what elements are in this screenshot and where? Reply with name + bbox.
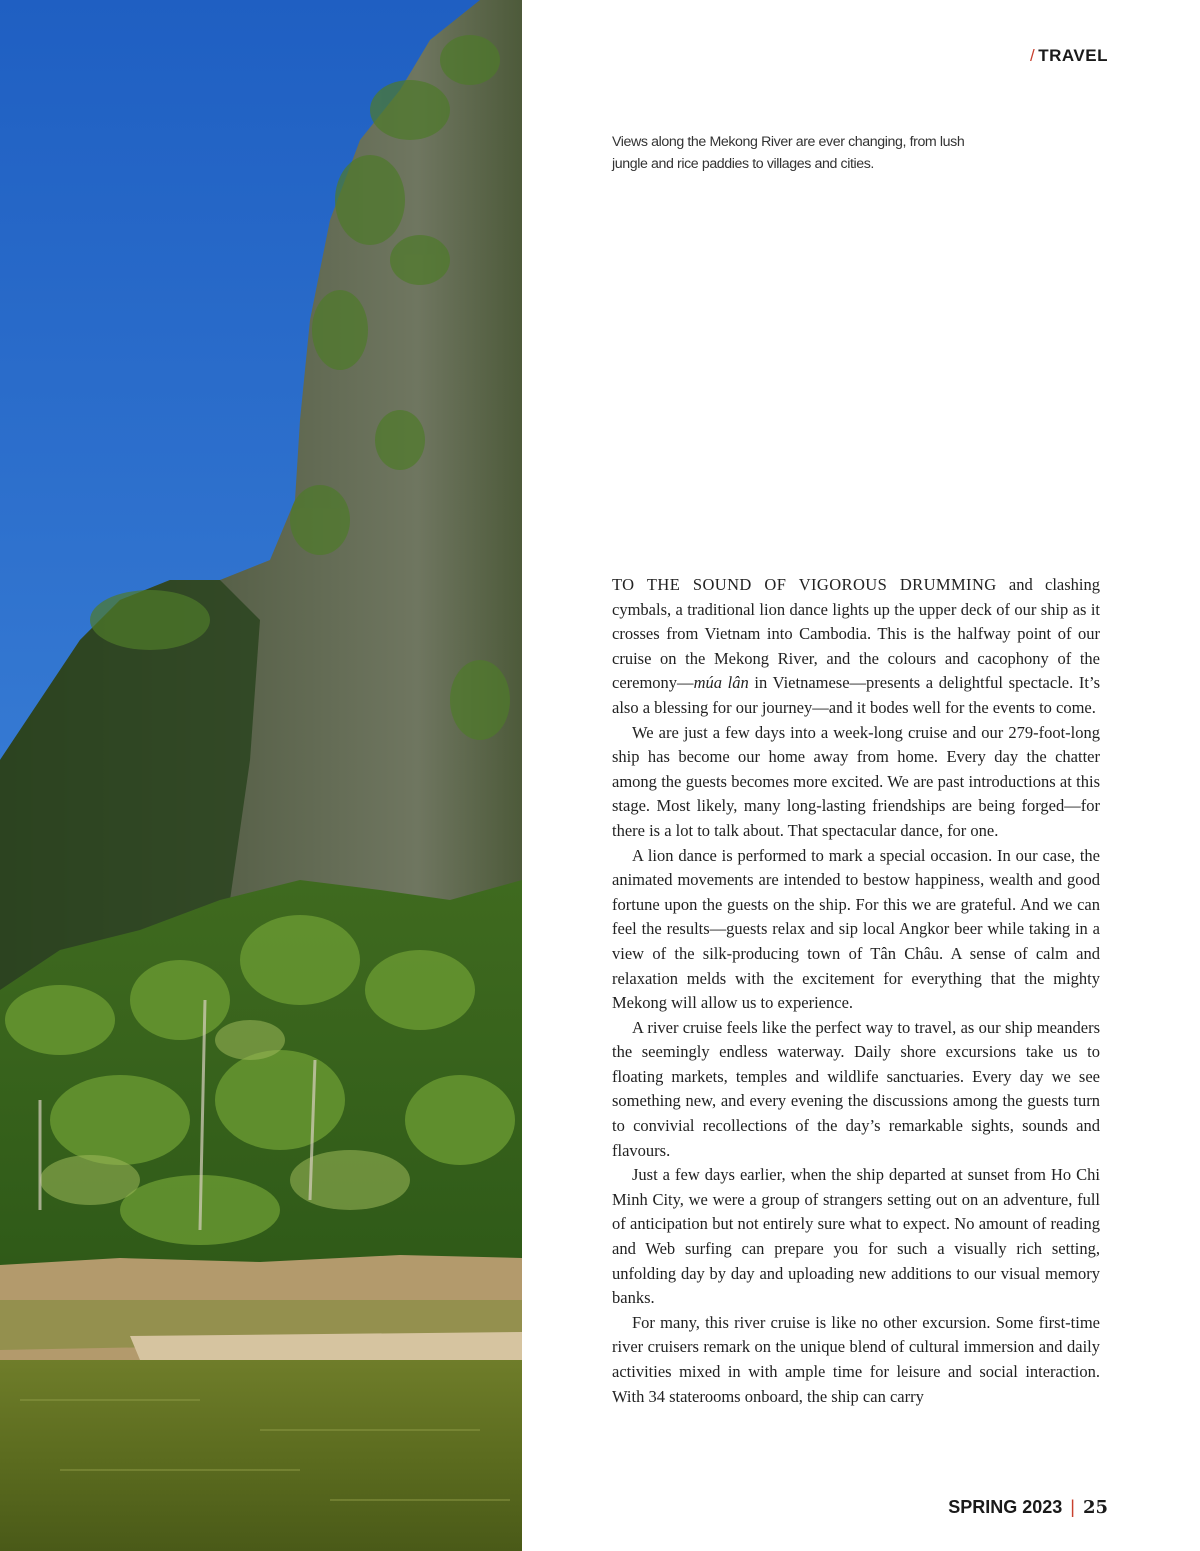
section-label: TRAVEL (1038, 46, 1108, 65)
paragraph-6: For many, this river cruise is like no other excursion. Some first-time river cruisers remark on the unique blend of cultural immersion and daily activities mixed in with ample time for leisure and social interaction. With 34 staterooms onboard, the ship can carry (612, 1312, 1100, 1406)
paragraph-1-italic: múa lân (693, 673, 749, 693)
section-tag (1030, 46, 1108, 66)
paragraph-1 (612, 573, 1100, 721)
limestone-cliff-river-photo-icon (0, 0, 522, 1551)
lead-in-caps: TO THE SOUND OF VIGOROUS DRUMMING (612, 575, 997, 594)
section-slash: / (1030, 46, 1036, 65)
paragraph-1-text-b: in Vietnamese—presents a delightful spectacle. It’s also a blessing for our journey—and it bodes well for the events to come. (612, 673, 1100, 717)
article-body (612, 573, 1100, 1458)
paragraph-1-text-a: and clashing cymbals, a traditional lion dance lights up the upper deck of our ship as it crosses from Vietnam into Cambodia. This is the halfway point of our cruise on the Mekong River, and the colours and cacophony of the ceremony— (612, 575, 1100, 693)
paragraph-3: A lion dance is performed to mark a special occasion. In our case, the animated movements are intended to bestow happiness, wealth and good fortune upon the guests on the ship. For this we are grateful. And we can feel the results—guests relax and sip local Angkor beer while taking in a view of the silk-producing town of Tân Châu. A sense of calm and relaxation melds with the excitement for everything that the mighty Mekong will allow us to experience. (612, 845, 1100, 1013)
page-folio (948, 1497, 1108, 1518)
cliff-photo (0, 0, 522, 1551)
paragraph-2: We are just a few days into a week-long cruise and our 279-foot-long ship has become our home away from home. Every day the chatter among the guests becomes more excited. We are past introductions at this stage. Most likely, many long-lasting friendships are being forged—for there is a lot to talk about. That spectacular dance, for one. (612, 722, 1100, 840)
page-number: 25 (1082, 1497, 1108, 1518)
issue-label: SPRING 2023 (948, 1497, 1063, 1517)
paragraph-5: Just a few days earlier, when the ship departed at sunset from Ho Chi Minh City, we were a group of strangers setting out on an adventure, full of anticipation but not entirely sure what to expect. No amount of reading and Web surfing can prepare you for such a visually rich setting, unfolding day by day and uploading new additions to our visual memory banks. (612, 1165, 1100, 1308)
photo-caption: Views along the Mekong River are ever changing, from lush jungle and rice paddies to villages and cities. (612, 134, 965, 172)
folio-divider: | (1070, 1497, 1075, 1517)
paragraph-4: A river cruise feels like the perfect way to travel, as our ship meanders the seemingly endless waterway. Daily shore excursions take us to floating markets, temples and wildlife sanctuaries. Every day we see something new, and every evening the discussions among the guests turn to convivial recollections of the day’s remarkable sights, sounds and flavours. (612, 1017, 1100, 1160)
